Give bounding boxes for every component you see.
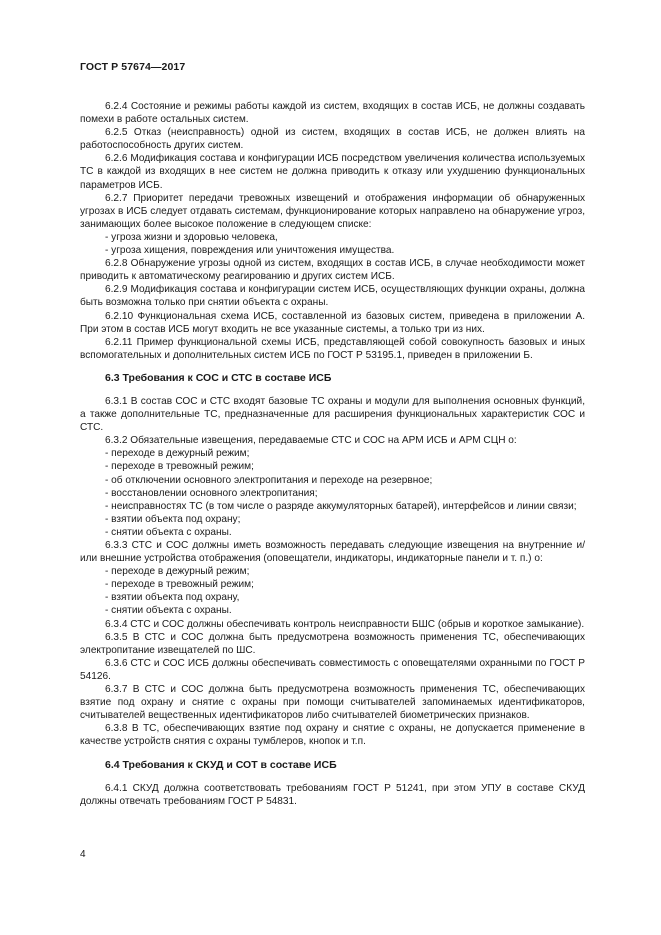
paragraph: 6.2.9 Модификация состава и конфигурации систем ИСБ, осуществляющих функции охраны, должна быть возможна только при снятии объекта с охраны. (80, 284, 585, 309)
paragraph: 6.3.6 СТС и СОС ИСБ должны обеспечивать совместимость с оповещателями охранными по ГОСТ Р 54126. (80, 657, 585, 682)
list-item: - об отключении основного электропитания и переходе на резервное; (105, 474, 433, 486)
page-number: 4 (80, 849, 86, 860)
paragraph: 6.3.4 СТС и СОС должны обеспечивать контроль неисправности БШС (обрыв и короткое замыкание). (105, 618, 585, 630)
list-item: - угроза жизни и здоровью человека, (105, 231, 278, 243)
paragraph: 6.3.8 В ТС, обеспечивающих взятие под охрану и снятие с охраны, не допускается применение в качестве устройств снятия с охраны тумблеров, кнопок и т.п. (80, 723, 585, 748)
paragraph: 6.2.4 Состояние и режимы работы каждой из систем, входящих в состав ИСБ, не должны создавать помехи в работе остальных систем. (80, 101, 585, 126)
list-item: - переходе в дежурный режим; (105, 448, 250, 460)
paragraph: 6.2.6 Модификация состава и конфигурации ИСБ посредством увеличения количества используемых ТС в каждой из входящих в нее систем не должна приводить к отказу или ухудшению функциональных параметров ИСБ. (80, 153, 585, 191)
document-body (80, 100, 585, 808)
document-header: ГОСТ Р 57674—2017 (80, 61, 186, 73)
paragraph: 6.2.11 Пример функциональной схемы ИСБ, представляющей собой совокупность базовых и иных вспомогательных и дополнительных систем ИСБ по ГОСТ Р 53195.1, приведен в приложении Б. (80, 336, 585, 361)
paragraph: 6.2.5 Отказ (неисправность) одной из систем, входящих в состав ИСБ, не должен влиять на работоспособность других систем. (80, 127, 585, 152)
list-item: - переходе в тревожный режим; (105, 579, 254, 591)
list-item: - взятии объекта под охрану; (105, 513, 241, 525)
section-heading: 6.4 Требования к СКУД и СОТ в составе ИСБ (105, 758, 337, 771)
list-item: - снятии объекта с охраны. (105, 605, 232, 617)
list-item: - переходе в тревожный режим; (105, 461, 254, 473)
list-item: - неисправностях ТС (в том числе о разряде аккумуляторных батарей), интерфейсов и линии связи; (105, 500, 577, 512)
paragraph: 6.2.8 Обнаружение угрозы одной из систем, входящих в состав ИСБ, в случае необходимости может приводить к автоматическому реагированию и других систем ИСБ. (80, 258, 585, 283)
paragraph: 6.3.3 СТС и СОС должны иметь возможность передавать следующие извещения на внутренние и/или внешние устройства отображения (оповещатели, индикаторы, индикаторные панели и т. п.) о: (80, 540, 585, 565)
paragraph: 6.3.1 В состав СОС и СТС входят базовые ТС охраны и модули для выполнения основных функций, а также дополнительные ТС, предназначенные для расширения функциональных характеристик СОС и СТС. (80, 395, 585, 434)
paragraph: 6.2.10 Функциональная схема ИСБ, составленной из базовых систем, приведена в приложении А. При этом в состав ИСБ могут входить не все указанные системы, а только три из них. (80, 310, 585, 335)
list-item: - переходе в дежурный режим; (105, 566, 250, 578)
list-item: - восстановлении основного электропитания; (105, 487, 318, 499)
section-heading: 6.3 Требования к СОС и СТС в составе ИСБ (105, 371, 332, 384)
list-item: - взятии объекта под охрану, (105, 592, 240, 604)
list-item: - снятии объекта с охраны. (105, 526, 232, 538)
paragraph: 6.4.1 СКУД должна соответствовать требованиям ГОСТ Р 51241, при этом УПУ в составе СКУД должны отвечать требованиям ГОСТ Р 54831. (80, 782, 585, 807)
paragraph: 6.2.7 Приоритет передачи тревожных извещений и отображения информации об обнаруженных угрозах в ИСБ следует отдавать системам, функционирование которых направлено на обнаружение угроз, занимающих более высокое положение в следующем списке: (80, 192, 585, 230)
paragraph: 6.3.2 Обязательные извещения, передаваемые СТС и СОС на АРМ ИСБ и АРМ СЦН о: (105, 435, 517, 447)
paragraph: 6.3.5 В СТС и СОС должна быть предусмотрена возможность применения ТС, обеспечивающих электропитание извещателей по ШС. (80, 631, 585, 656)
list-item: - угроза хищения, повреждения или уничтожения имущества. (105, 245, 395, 257)
paragraph: 6.3.7 В СТС и СОС должна быть предусмотрена возможность применения ТС, обеспечивающих взятие под охрану и снятие с охраны при помощи считывателей запоминаемых идентификаторов, считывателей вещественных идентификаторов либо считывателей биометрических признаков. (80, 684, 585, 722)
